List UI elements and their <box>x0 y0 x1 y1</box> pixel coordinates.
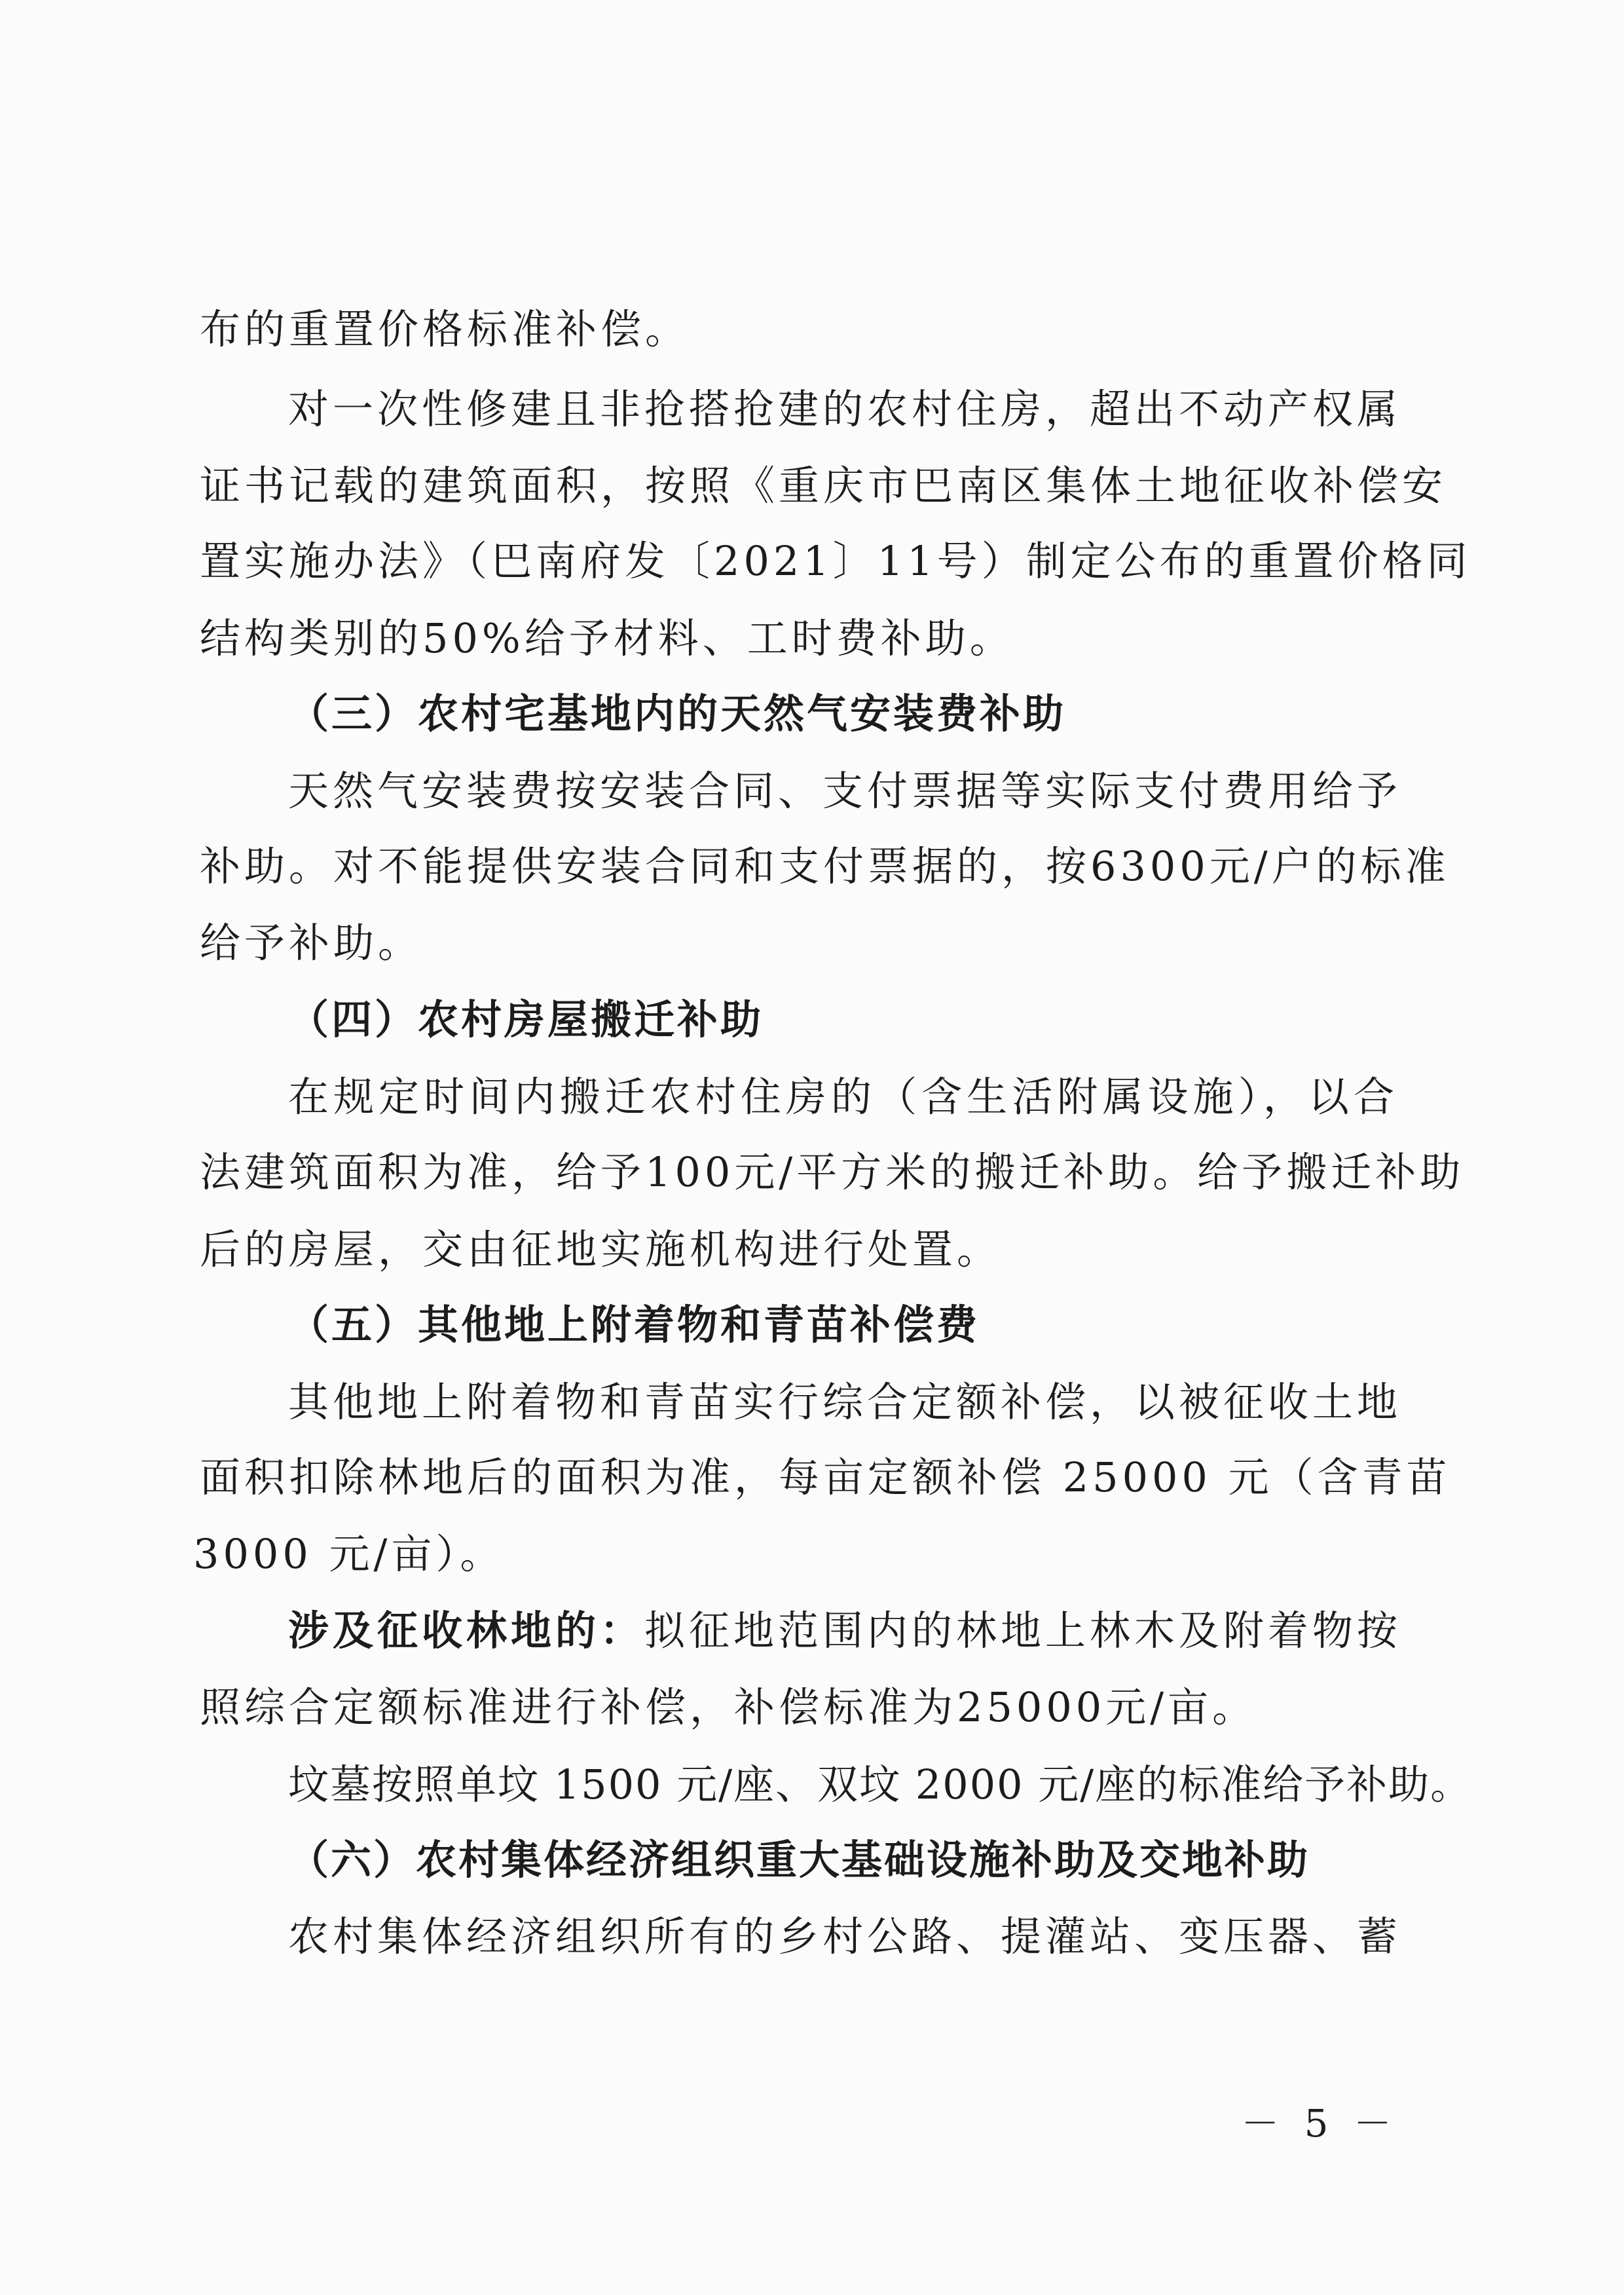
page-number: － 5 － <box>1241 2101 1398 2146</box>
paragraph-line: 后的房屋，交由征地实施机构进行处置。 <box>200 1225 1002 1273</box>
paragraph-line: 对一次性修建且非抢搭抢建的农村住房，超出不动产权属 <box>288 385 1402 433</box>
paragraph-line: 证书记载的建筑面积，按照《重庆市巴南区集体土地征收补偿安 <box>200 462 1447 510</box>
paragraph-line: 天然气安装费按安装合同、支付票据等实际支付费用给予 <box>288 767 1402 815</box>
section-heading-6: （六）农村集体经济组织重大基础设施补助及交地补助 <box>288 1836 1310 1884</box>
paragraph-line: 照综合定额标准进行补偿，补偿标准为25000元/亩。 <box>200 1683 1257 1731</box>
section-heading-3: （三）农村宅基地内的天然气安装费补助 <box>288 690 1067 737</box>
forest-text: 拟征地范围内的林地上林木及附着物按 <box>644 1607 1402 1654</box>
forest-paragraph-line <box>288 1607 1402 1654</box>
section-heading-5: （五）其他地上附着物和青苗补偿费 <box>288 1301 980 1349</box>
paragraph-line: 法建筑面积为准，给予100元/平方米的搬迁补助。给予搬迁补助 <box>200 1148 1465 1196</box>
paragraph-line: 在规定时间内搬迁农村住房的（含生活附属设施），以合 <box>288 1073 1398 1121</box>
paragraph-line: 置实施办法》（巴南府发〔2021〕11号）制定公布的重置价格同 <box>200 537 1471 585</box>
forest-lead: 涉及征收林地的： <box>288 1607 645 1654</box>
paragraph-line: 布的重置价格标准补偿。 <box>200 305 690 353</box>
paragraph-line: 3000 元/亩）。 <box>193 1530 505 1578</box>
section-heading-4: （四）农村房屋搬迁补助 <box>288 996 764 1043</box>
paragraph-line: 补助。对不能提供安装合同和支付票据的，按6300元/户的标准 <box>200 842 1450 890</box>
paragraph-line: 其他地上附着物和青苗实行综合定额补偿，以被征收土地 <box>288 1378 1402 1426</box>
paragraph-line: 结构类别的50%给予材料、工时费补助。 <box>200 614 1014 662</box>
paragraph-line: 坟墓按照单坟 1500 元/座、双坟 2000 元/座的标准给予补助。 <box>288 1761 1473 1808</box>
paragraph-line: 给予补助。 <box>200 919 423 967</box>
paragraph-line: 农村集体经济组织所有的乡村公路、提灌站、变压器、蓄 <box>288 1912 1402 1960</box>
paragraph-line: 面积扣除林地后的面积为准，每亩定额补偿 25000 元（含青苗 <box>200 1453 1451 1501</box>
